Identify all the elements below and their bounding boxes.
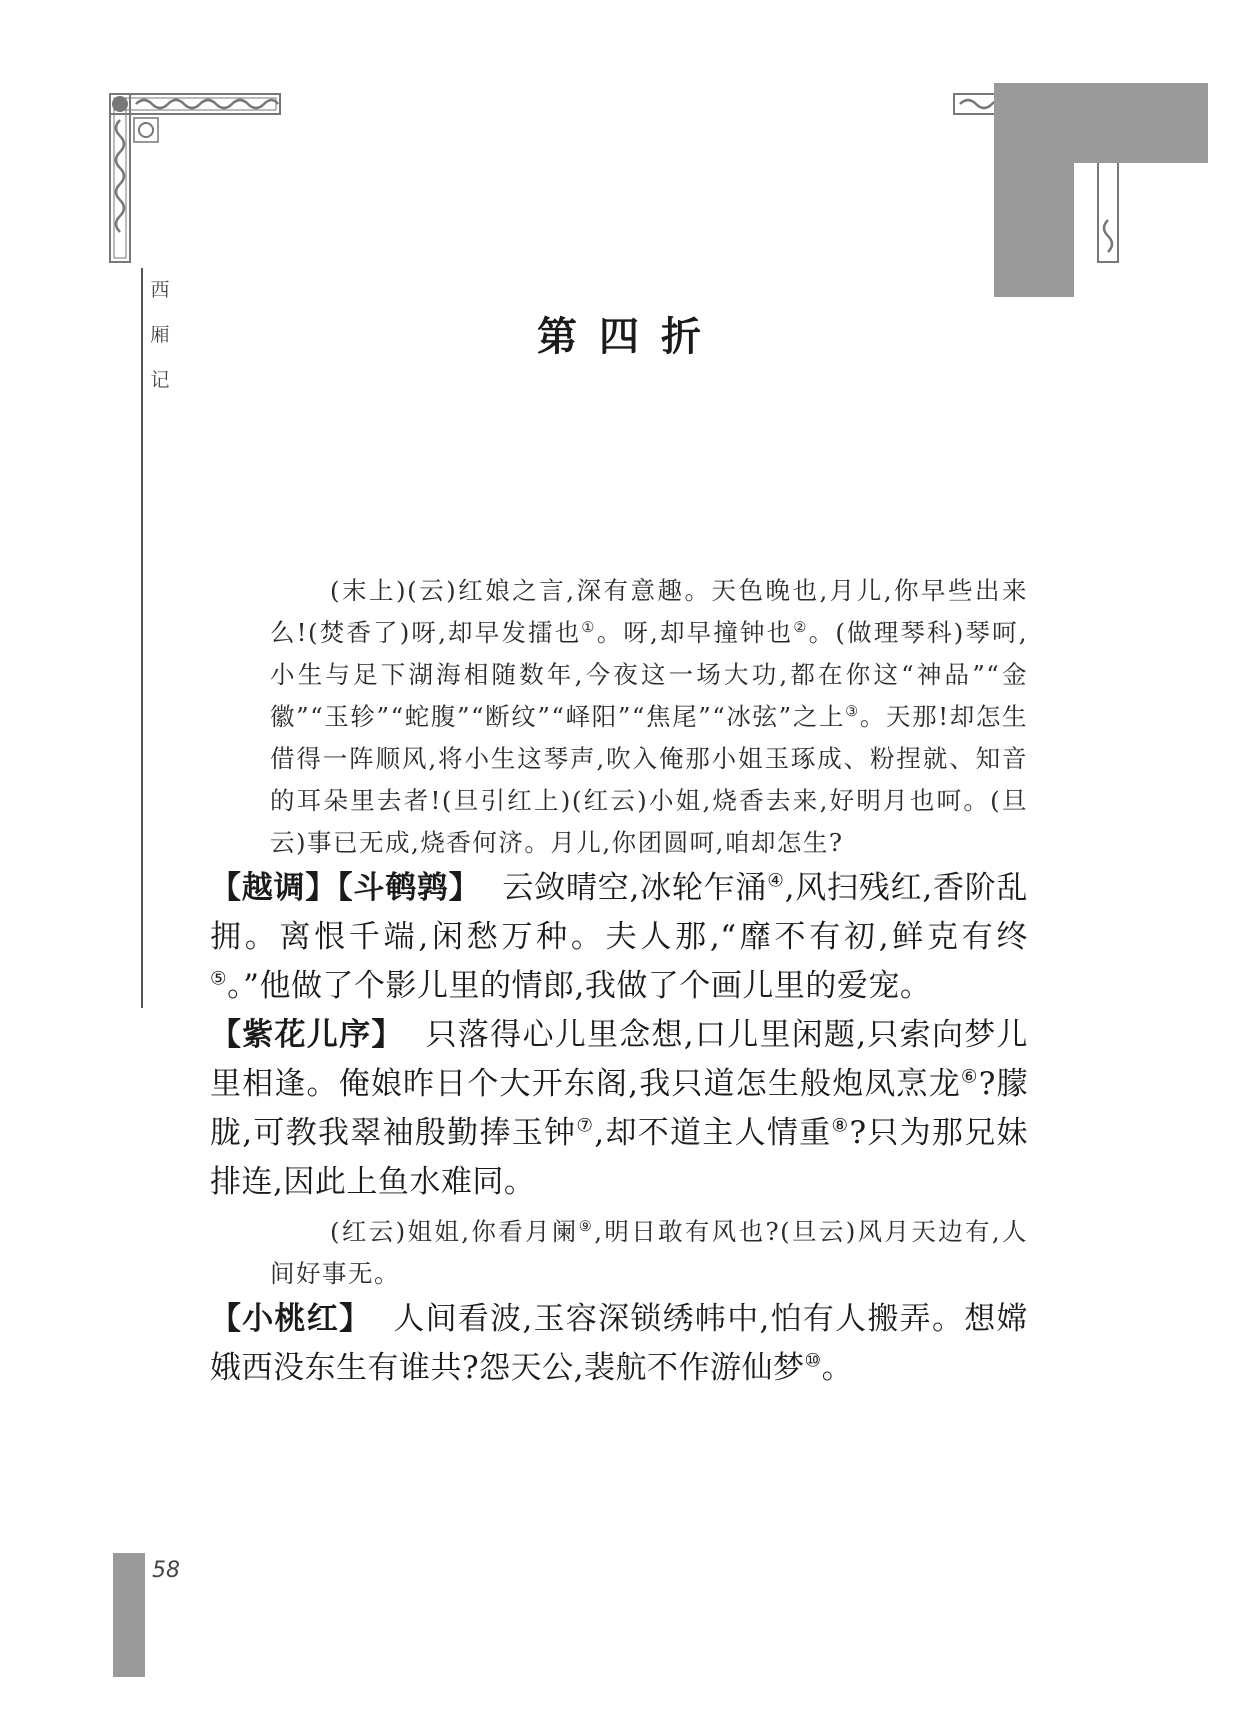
song-paragraph <box>210 1295 1028 1393</box>
footnote-marker: ⑨ <box>578 1217 595 1235</box>
tune-name: 【紫花儿序】 <box>210 1017 404 1053</box>
footnote-marker: ⑥ <box>960 1066 979 1088</box>
text-segment: 。 <box>821 1350 854 1386</box>
text-segment: ?只为那兄妹排连,因此上鱼水难同。 <box>210 1115 1029 1200</box>
page-number-bar <box>113 1553 145 1677</box>
text-segment: 人间看波,玉容深锁绣帏中,怕有人搬弄。想嫦娥西没东生有谁共?怨天公,裴航不作游仙梦 <box>210 1301 1028 1386</box>
margin-rule <box>141 268 143 1008</box>
text-segment: 只落得心儿里念想,口儿里闲题,只索向梦儿里相逢。俺娘昨日个大开东阁,我只道怎生般炮凤烹龙 <box>210 1017 1029 1102</box>
text-segment: 。(做理琴科)琴呵,小生与足下湖海相随数年,今夜这一场大功,都在你这“神品”“金徽”“玉轸”“蛇腹”“断纹”“峄阳”“焦尾”“冰弦”之上 <box>270 618 1029 731</box>
page-number: 58 <box>152 1558 180 1583</box>
footnote-marker: ① <box>581 618 597 636</box>
footnote-marker: ⑩ <box>804 1350 822 1372</box>
text-segment: 。呀,却早撞钟也 <box>596 618 794 647</box>
footnote-marker: ⑤ <box>210 968 228 990</box>
footnote-marker: ⑧ <box>831 1115 850 1137</box>
ornamental-corner-top-left <box>106 90 284 266</box>
running-book-title <box>148 268 172 403</box>
text-segment: (红云)姐姐,你看月阑 <box>330 1217 579 1246</box>
stage-direction-paragraph <box>210 570 1028 864</box>
text-segment: 。”他做了个影儿里的情郎,我做了个画儿里的爱宠。 <box>227 968 932 1004</box>
text-segment: (末上)(云)红娘之言,深有意趣。天色晚也,月儿,你早些出来么!(焚香了)呀,却早发擂也 <box>270 576 1028 647</box>
text-segment: 云敛晴空,冰轮乍涌 <box>502 870 768 906</box>
book-title-char: 西 <box>150 279 170 301</box>
text-segment: ,明日敢有风也?(旦云)风月天边有,人间好事无。 <box>270 1217 1028 1288</box>
text-segment: ,却不道主人情重 <box>594 1115 832 1151</box>
gray-tab-vertical <box>994 83 1074 297</box>
book-title-char: 厢 <box>150 324 170 346</box>
footnote-marker: ② <box>793 618 809 636</box>
body-text <box>210 570 1028 1393</box>
text-segment: ,风扫残红,香阶乱拥。离恨千端,闲愁万种。夫人那,“靡不有初,鲜克有终 <box>210 870 1029 955</box>
text-segment: ?朦胧,可教我翠袖殷勤捧玉钟 <box>210 1066 1029 1151</box>
tune-name: 【越调】【斗鹌鹑】 <box>210 870 481 906</box>
footnote-marker: ④ <box>767 870 785 892</box>
tune-name: 【小桃红】 <box>210 1301 372 1337</box>
song-paragraph <box>210 1011 1028 1207</box>
song-paragraph <box>210 864 1028 1011</box>
footnote-marker: ⑦ <box>576 1115 595 1137</box>
stage-direction-paragraph <box>210 1211 1028 1295</box>
book-title-char: 记 <box>150 369 170 391</box>
chapter-title: 第四折 <box>537 313 723 360</box>
text-segment: 。天那!却怎生借得一阵顺风,将小生这琴声,吹入俺那小姐玉琢成、粉捏就、知音的耳朵里去者!(旦引红上)(红云)小姐,烧香去来,好明月也呵。(旦云)事已无成,烧香何济。月儿,你团圆呵,咱却怎生? <box>270 702 1028 857</box>
footnote-marker: ③ <box>845 702 860 720</box>
